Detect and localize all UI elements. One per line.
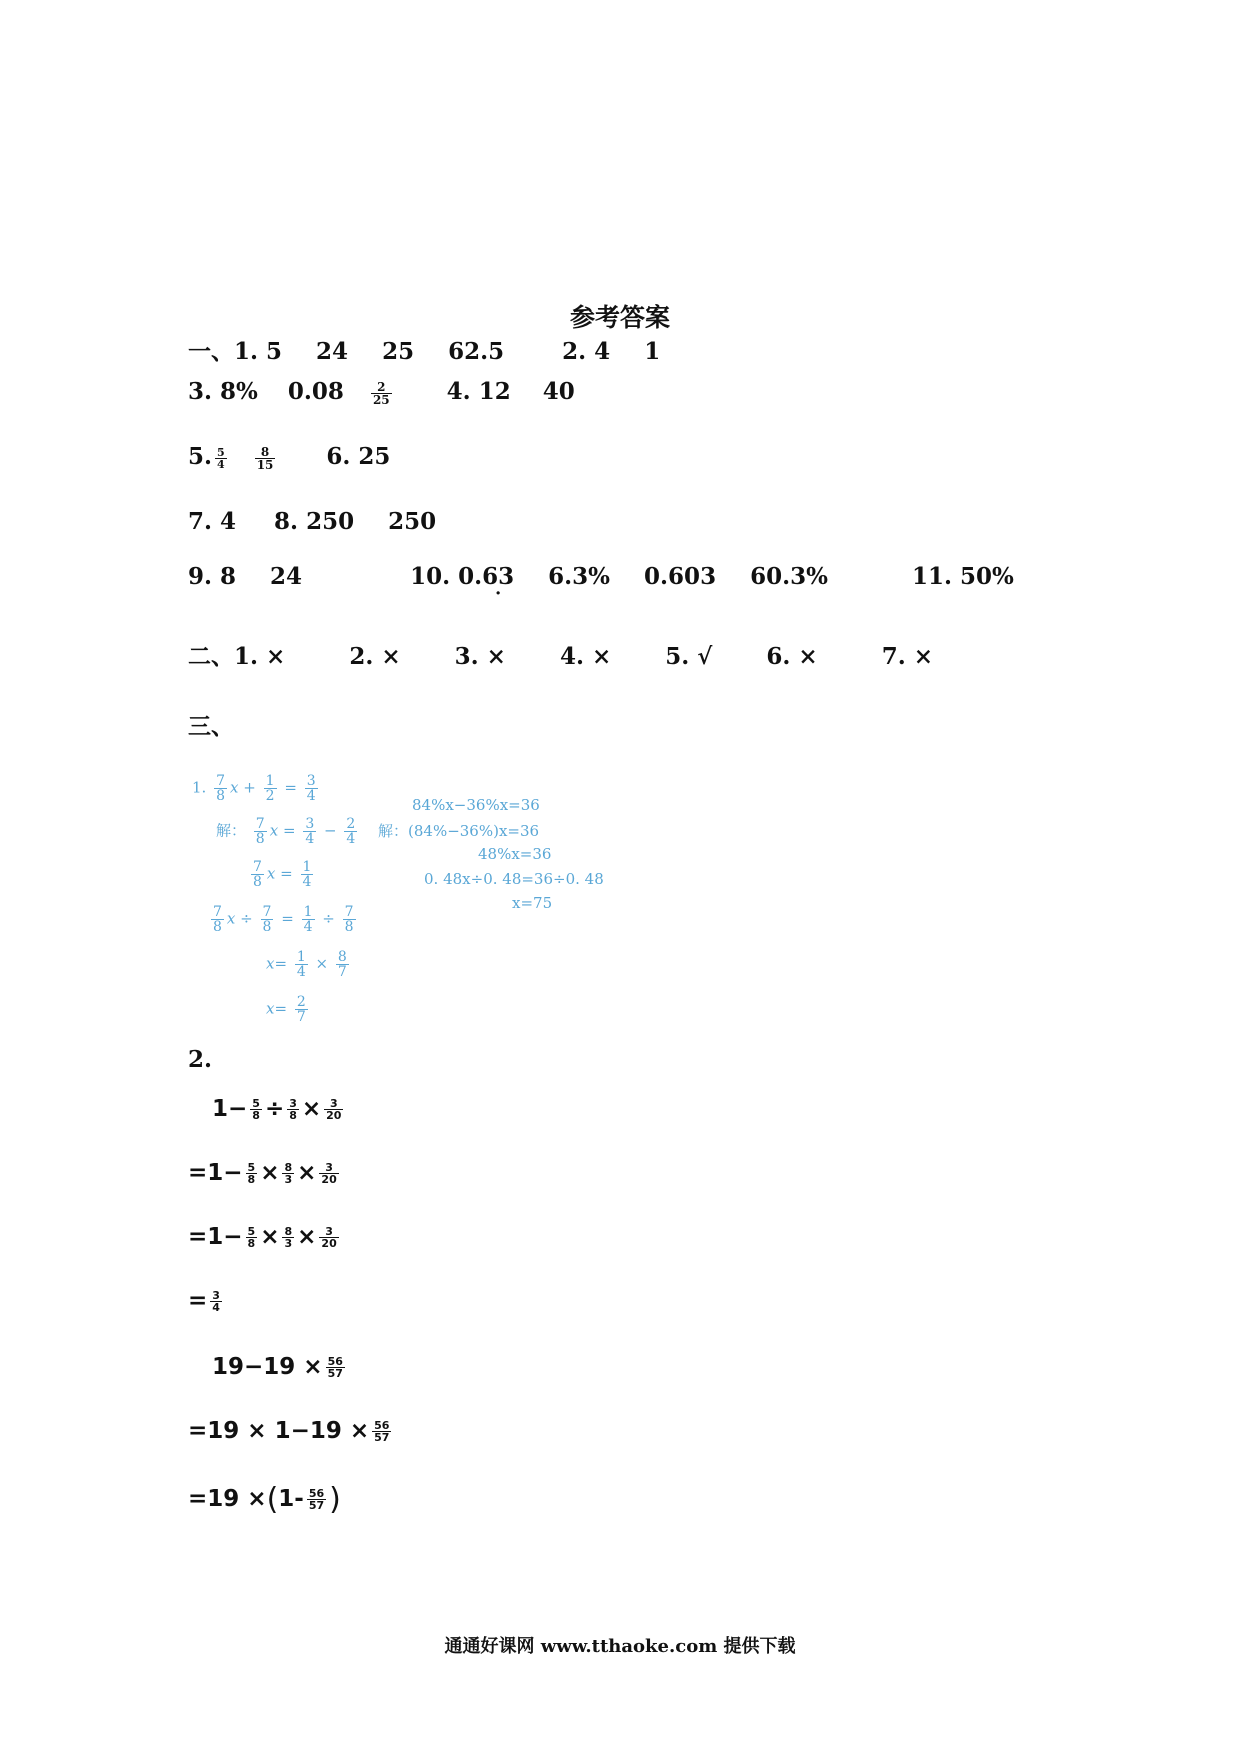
answer: 2. × [349,643,401,670]
fraction: $\frac{1}{2}$ [265,773,275,804]
equation-2-row-4: 0. 48x÷0. 48=36÷0. 48 [424,870,604,888]
answer: 60.3% [750,563,828,590]
fraction: $\frac{8}{3}$ [284,1161,293,1186]
fraction: $\frac{8}{15}$ [256,444,274,472]
answer: 3. 8% [188,378,258,405]
fraction: $\frac{7}{8}$ [255,816,265,847]
answer: 5. √ [665,643,713,670]
fraction: $\frac{56}{57}$ [327,1355,343,1380]
equation-1-row-2: 解： $\frac{7}{8}$ x = $\frac{3}{4}$ − $\frac{2}{4}$ [216,816,356,847]
answer: 4. 12 [446,378,511,405]
fraction: $\frac{8}{3}$ [284,1225,293,1250]
answer: 7. 4 [188,508,237,535]
equation-2-row-3: 48%x=36 [478,845,552,863]
answer: 24 [270,563,303,590]
fraction: $\frac{5}{4}$ [217,445,225,471]
answer: 24 [316,338,349,365]
fraction: $\frac{56}{57}$ [374,1419,390,1444]
part-label: 2. [188,1046,213,1073]
fraction: $\frac{5}{8}$ [247,1161,256,1186]
answer: 6.3% [548,563,611,590]
answer-line-1 [188,333,660,366]
answer: 250 [388,508,437,535]
calc-1-row-1: 1− $\frac{5}{8}$ ÷ $\frac{3}{8}$ × $\frac{3}{20}$ [212,1096,342,1122]
fraction: $\frac{8}{7}$ [337,949,347,980]
fraction: $\frac{3}{8}$ [289,1097,297,1122]
fraction: $\frac{3}{4}$ [212,1289,220,1314]
fraction: $\frac{56}{57}$ [308,1487,325,1512]
fraction: $\frac{3}{20}$ [321,1161,337,1186]
calc-1-row-3: =1− $\frac{5}{8}$ × $\frac{8}{3}$ × $\frac{3}{20}$ [188,1224,337,1250]
answer: 40 [542,378,575,405]
fraction: $\frac{1}{4}$ [302,859,312,890]
answer: 62.5 [448,338,505,365]
fraction: $\frac{3}{20}$ [326,1097,342,1122]
answer: 25 [382,338,415,365]
fraction: $\frac{2}{7}$ [296,994,306,1025]
answer: 一、1. 5 [188,338,283,365]
answer: 2. 4 [562,338,611,365]
equation-2-row-2: 解：(84%−36%)x=36 [378,822,540,840]
fraction: $\frac{3}{4}$ [305,816,315,847]
answer-line-3 [188,443,390,471]
answer: 0.08 [287,378,344,405]
fraction: $\frac{1}{4}$ [296,949,306,980]
fraction: $\frac{7}{8}$ [344,904,354,935]
fraction: $\frac{1}{4}$ [303,904,313,935]
section-label: 三、 [188,713,234,740]
repeating-decimal: 63 · [482,563,514,590]
fraction: $\frac{3}{20}$ [321,1225,337,1250]
calc-2-row-1: 19−19 × $\frac{56}{57}$ [212,1354,343,1380]
answer: 6. × [766,643,818,670]
fraction: $\frac{2}{25}$ [372,379,390,407]
equation-1-row-1: 1. $\frac{7}{8}$ x + $\frac{1}{2}$ = $\frac{3}{4}$ [192,773,316,804]
fraction: $\frac{7}{8}$ [213,904,222,935]
calc-2-row-2: =19 × 1−19 × $\frac{56}{57}$ [188,1418,390,1444]
equation-1-row-6: x= $\frac{2}{7}$ [266,994,306,1025]
equation-1-row-4: $\frac{7}{8}$ x ÷ $\frac{7}{8}$ = $\frac{1}{4}$ ÷ $\frac{7}{8}$ [213,904,354,935]
answer: 二、1. × [188,643,286,670]
fraction: $\frac{7}{8}$ [216,773,226,804]
answer: 0.603 [644,563,717,590]
equation-1-row-3: $\frac{7}{8}$ x = $\frac{1}{4}$ [253,859,312,890]
calc-1-row-4: = $\frac{3}{4}$ [188,1288,220,1314]
fraction: $\frac{2}{4}$ [346,816,356,847]
answer: 7. × [881,643,934,670]
answer: 9. 8 [188,563,237,590]
page-title: 参考答案 [569,303,670,332]
answer: 11. 50% [911,563,1014,590]
page-footer: 通通好课网 www.tthaoke.com 提供下载 [444,1636,796,1657]
equation-number: 1. [192,778,207,797]
equation-1-row-5: x= $\frac{1}{4}$ × $\frac{8}{7}$ [266,949,347,980]
fraction: $\frac{7}{8}$ [262,904,272,935]
calc-1-row-2: =1− $\frac{5}{8}$ × $\frac{8}{3}$ × $\frac{3}{20}$ [188,1160,337,1186]
answer: 4. × [559,643,612,670]
answer-line-4 [188,508,436,535]
answer: 3. × [454,643,506,670]
answer: 8. 250 [274,508,355,535]
answer-line-judgement [188,638,933,671]
answer: 5. [188,443,213,470]
calc-2-row-3: =19 ×(1- $\frac{56}{57}$ ) [188,1482,341,1517]
answer-line-2 [188,378,575,406]
answer: 1 [644,338,661,365]
answer: 6. 25 [326,443,391,470]
equation-2-row-1: 84%x−36%x=36 [412,796,540,814]
fraction: $\frac{3}{4}$ [306,773,316,804]
answer: 10. 0. [410,563,483,590]
fraction: $\frac{5}{8}$ [252,1097,260,1122]
answer-line-5 [188,563,1014,590]
equation-2-row-5: x=75 [512,894,553,912]
fraction: $\frac{5}{8}$ [247,1225,256,1250]
fraction: $\frac{7}{8}$ [253,859,262,890]
